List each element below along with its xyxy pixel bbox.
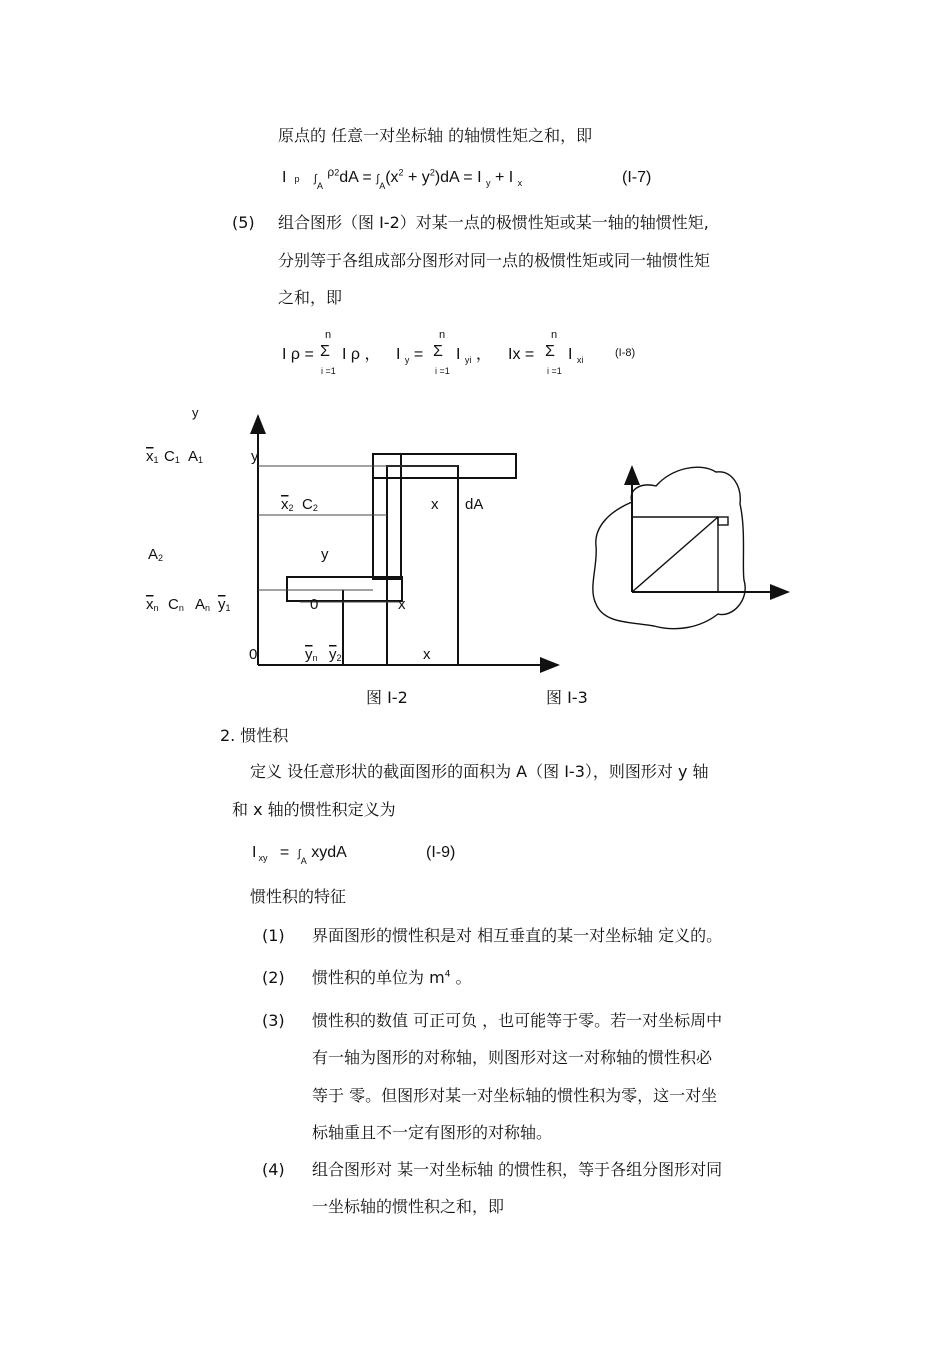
item5-line: 分别等于各组成部分图形对同一点的极惯性矩或同一轴惯性矩 bbox=[278, 251, 711, 270]
i8-sum-upper: n bbox=[325, 329, 332, 341]
fig2-label-y-top: y bbox=[192, 405, 199, 420]
caption-fig2: 图 I-2 bbox=[366, 688, 408, 707]
fig2-tall-rect bbox=[387, 466, 458, 665]
i8-tag: (I-8) bbox=[615, 347, 636, 359]
fig2-label-a2: A2 bbox=[148, 546, 164, 563]
fig2-label-cn: Cn bbox=[168, 596, 184, 613]
feature-line: 惯性积的数值 可正可负 ，也可能等于零。若一对坐标周中 bbox=[312, 1011, 723, 1030]
fig2-label-y2: y2 bbox=[329, 646, 342, 663]
feature-line: 一坐标轴的惯性积之和，即 bbox=[312, 1197, 505, 1216]
fig2-label-a1: A1 bbox=[188, 448, 204, 465]
fig2-label-x-right: x bbox=[398, 596, 406, 613]
fig2-label-an: An bbox=[195, 596, 211, 613]
i8-term2-left: I $_y$ = bbox=[396, 346, 424, 366]
i8-term2-right: I $_{yi}$ ， bbox=[456, 346, 492, 366]
i8-sum-lower: i =1 bbox=[321, 366, 336, 376]
fig2-label-y-mid: y bbox=[321, 546, 329, 563]
feature-number: (1) bbox=[262, 926, 285, 945]
i8-sum-upper: n bbox=[551, 329, 558, 341]
fig2-label-c1: C1 bbox=[164, 448, 180, 465]
fig2-label-zero: 0 bbox=[249, 646, 258, 663]
fig2-small-rect bbox=[287, 577, 402, 601]
i8-sigma: Σ bbox=[320, 343, 330, 360]
feature-number: (4) bbox=[262, 1160, 285, 1179]
fig3-blob bbox=[593, 467, 745, 629]
i8-sigma: Σ bbox=[545, 343, 555, 360]
i8-sigma: Σ bbox=[433, 343, 443, 360]
fig2-label-c2: C2 bbox=[302, 496, 318, 513]
fig3-dA-element bbox=[718, 517, 728, 525]
equation-i7-tag: (I-7) bbox=[622, 169, 652, 186]
fig2-label-x-mid: x bbox=[431, 496, 439, 513]
fig2-label-yn: yn bbox=[305, 646, 318, 663]
equation-i9: I $_{xy} = \int_A$ xydA bbox=[252, 844, 347, 866]
section2-heading: 2. 惯性积 bbox=[220, 726, 289, 745]
fig2-label-x-bottom: x bbox=[423, 646, 431, 663]
item5-line: 组合图形（图 I-2）对某一点的极惯性矩或某一轴的轴惯性矩, bbox=[278, 213, 709, 232]
feature-line: 界面图形的惯性积是对 相互垂直的某一对坐标轴 定义的。 bbox=[312, 926, 723, 945]
fig3-diagonal bbox=[632, 517, 718, 592]
item5-number: (5) bbox=[232, 213, 255, 232]
i8-term1-right: I ρ ， bbox=[342, 346, 381, 363]
i8-term3-right: I $_{xi}$ bbox=[568, 346, 584, 366]
fig2-label-y-axis: y bbox=[251, 448, 259, 465]
fig2-label-xn: xn bbox=[146, 596, 159, 613]
caption-fig3: 图 I-3 bbox=[546, 688, 588, 707]
i8-term3-left: Ix = bbox=[508, 346, 535, 363]
i8-sum-lower: i =1 bbox=[435, 366, 450, 376]
item5-line: 之和，即 bbox=[278, 288, 343, 307]
fig2-label-y1: y1 bbox=[218, 596, 231, 613]
section2-definition-line: 定义 设任意形状的截面图形的面积为 A（图 I-3），则图形对 y 轴 bbox=[250, 762, 709, 781]
feature-line: 有一轴为图形的对称轴，则图形对这一对称轴的惯性积必 bbox=[312, 1048, 713, 1067]
features-title: 惯性积的特征 bbox=[250, 887, 347, 906]
i8-sum-lower: i =1 bbox=[547, 366, 562, 376]
fig2-label-x1: x1 bbox=[146, 448, 159, 465]
fig2-label-x2: x2 bbox=[281, 496, 294, 513]
figure-i3 bbox=[593, 467, 788, 629]
feature-line: 惯性积的单位为 $m^4$ 。 bbox=[312, 968, 472, 987]
feature-line: 组合图形对 某一对坐标轴 的惯性积，等于各组分图形对同 bbox=[312, 1160, 723, 1179]
fig2-label-dA: dA bbox=[465, 496, 484, 513]
equation-i9-tag: (I-9) bbox=[426, 844, 456, 861]
feature-number: (3) bbox=[262, 1011, 285, 1030]
fig2-label-zero-mid: 0 bbox=[310, 596, 319, 613]
feature-line: 等于 零。但图形对某一对坐标轴的惯性积为零，这一对坐 bbox=[312, 1086, 718, 1105]
feature-line: 标轴重且不一定有图形的对称轴。 bbox=[312, 1123, 553, 1142]
i8-term1-left: I ρ = bbox=[282, 346, 314, 363]
feature-number: (2) bbox=[262, 968, 285, 987]
section2-definition-line: 和 x 轴的惯性积定义为 bbox=[232, 800, 396, 819]
i8-sum-upper: n bbox=[439, 329, 446, 341]
equation-i7: Ip $\int_A$ $^{\rho 2}dA = \int_A(x^2 + y^2)dA = I$ $_y$ + I $_x$ bbox=[282, 165, 523, 191]
intro-line: 原点的 任意一对坐标轴 的轴惯性矩之和，即 bbox=[278, 126, 593, 145]
